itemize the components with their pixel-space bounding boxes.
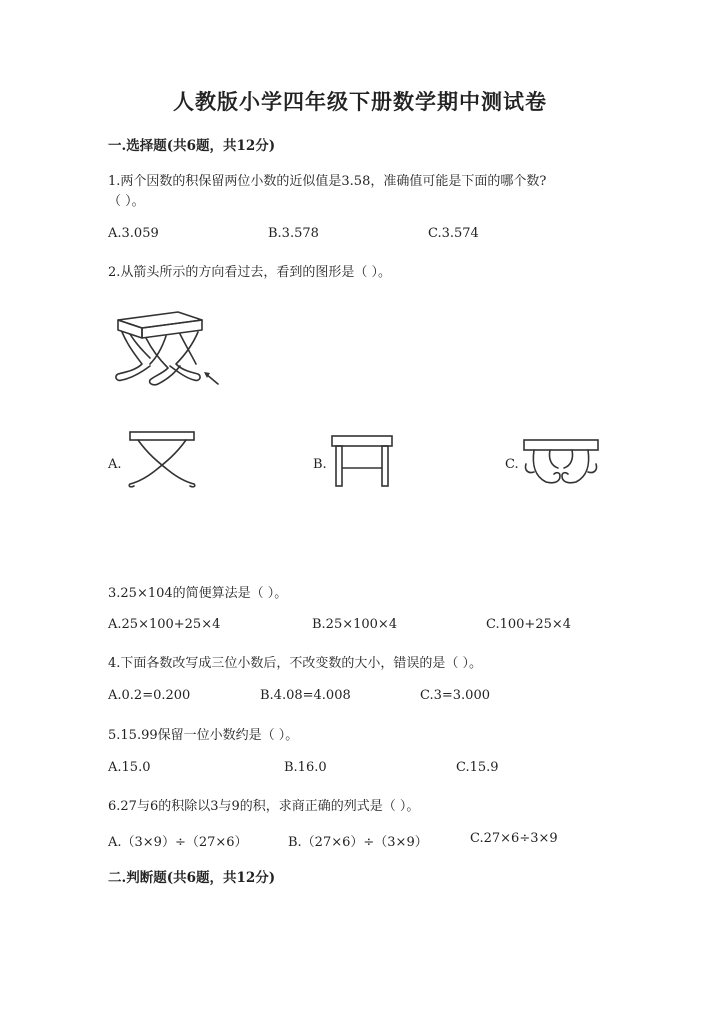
- question-5-text: 5.15.99保留一位小数约是（ ）。: [108, 728, 299, 743]
- question-2-option-b[interactable]: B.: [313, 457, 327, 472]
- question-3-option-a[interactable]: A.25×100+25×4: [108, 617, 221, 632]
- question-1-text: 1.两个因数的积保留两位小数的近似值是3.58，准确值可能是下面的哪个数?: [108, 174, 547, 189]
- option-a-figure: [124, 430, 200, 490]
- section-heading-judgement: 二.判断题(共6题，共12分): [108, 870, 276, 886]
- question-6-option-c[interactable]: C.27×6÷3×9: [470, 831, 558, 846]
- question-3-text: 3.25×104的简便算法是（ ）。: [108, 586, 288, 601]
- question-2-option-a[interactable]: A.: [108, 457, 122, 472]
- option-c-figure: [520, 438, 602, 490]
- question-2-text: 2.从箭头所示的方向看过去，看到的图形是（ ）。: [108, 265, 392, 280]
- question-4-option-a[interactable]: A.0.2=0.200: [108, 688, 191, 703]
- question-5-option-c[interactable]: C.15.9: [456, 760, 499, 775]
- question-1-option-b[interactable]: B.3.578: [268, 226, 319, 241]
- stool-figure: [106, 306, 226, 392]
- section-heading-choice: 一.选择题(共6题，共12分): [108, 138, 276, 154]
- question-1-answer-blank: （ ）。: [108, 194, 145, 209]
- question-4-option-b[interactable]: B.4.08=4.008: [260, 688, 351, 703]
- question-4-text: 4.下面各数改写成三位小数后，不改变数的大小，错误的是（ ）。: [108, 656, 483, 671]
- option-b-figure: [330, 434, 396, 488]
- question-6-option-b[interactable]: B.（27×6）÷（3×9）: [288, 835, 428, 850]
- question-6-text: 6.27与6的积除以3与9的积，求商正确的列式是（ ）。: [108, 799, 420, 814]
- question-1-option-c[interactable]: C.3.574: [428, 226, 479, 241]
- question-2-option-c[interactable]: C.: [505, 457, 519, 472]
- question-5-option-a[interactable]: A.15.0: [108, 760, 151, 775]
- question-3-option-c[interactable]: C.100+25×4: [486, 617, 572, 632]
- question-3-option-b[interactable]: B.25×100×4: [312, 617, 398, 632]
- question-1-option-a[interactable]: A.3.059: [108, 226, 159, 241]
- page-title: 人教版小学四年级下册数学期中测试卷: [173, 89, 547, 114]
- question-6-option-a[interactable]: A.（3×9）÷（27×6）: [108, 835, 248, 850]
- question-4-option-c[interactable]: C.3=3.000: [420, 688, 490, 703]
- question-5-option-b[interactable]: B.16.0: [284, 760, 327, 775]
